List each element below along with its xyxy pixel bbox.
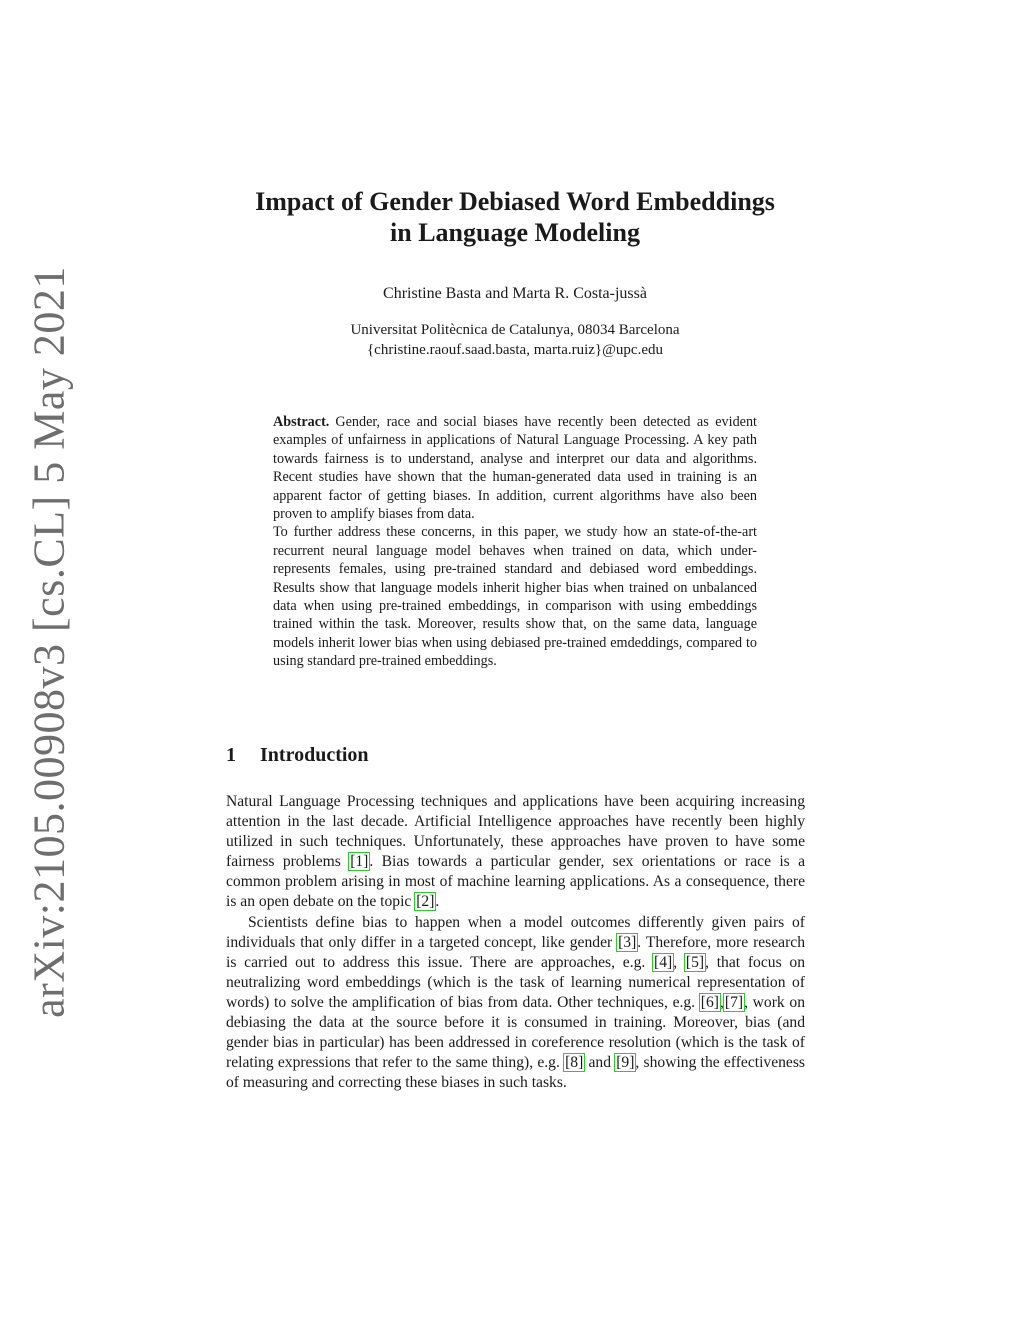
authors: Christine Basta and Marta R. Costa-jussà [383,285,647,302]
text-run: , [719,993,724,1011]
author-emails: {christine.raouf.saad.basta, marta.ruiz}@upc.edu [366,342,663,358]
title-line-2: in Language Modeling [390,218,640,247]
citation-link-3[interactable]: [3] [618,933,637,951]
citation-link-7[interactable]: [7] [724,993,744,1011]
text-run: Scientists define bias to happen when a model outcomes differently given pairs of individuals that only differ in a targeted concept, like gender [226,913,805,951]
citation-link-8[interactable]: [8] [565,1054,584,1072]
text-run: . [435,893,440,911]
text-run: , that focus on neutralizing word embeddings (which is the task of learning numerical representation of words) to solve the amplification of bias from data. Other techniques, e.g. [226,953,805,1011]
abstract-paragraph-1 [273,413,757,523]
text-run: , [673,953,685,971]
affiliation: Universitat Politècnica de Catalunya, 08034 Barcelona [350,322,680,338]
intro-paragraph-1 [226,792,805,913]
arxiv-identifier: arXiv:2105.00908v3 [cs.CL] 5 May 2021 [24,266,74,1018]
abstract-paragraph-2: To further address these concerns, in this paper, we study how an state-of-the-art recurrent neural language model behaves when trained on data, which under-represents females, using pre-trained standard and debiased word embeddings. Results show that language models inherit higher bias when trained on unbalanced data when using pre-trained embeddings, in comparison with using embeddings trained within the task. Moreover, results show that, on the same data, language models inherit lower bias when using debiased pre-trained emdeddings, compared to using standard pre-trained embeddings. [273,524,757,670]
abstract [273,413,757,671]
text-run: , showing the effectiveness of measuring and correcting these biases in such tasks. [226,1054,805,1092]
abstract-label: Abstract. [273,414,330,430]
title-line-1: Impact of Gender Debiased Word Embeddings [255,187,775,216]
introduction-body [226,792,805,1093]
paper-title [200,186,830,248]
section-number: 1 [226,744,236,766]
affiliation-block [200,320,830,360]
section-heading-introduction [226,744,369,767]
citation-link-6[interactable]: [6] [700,993,719,1011]
text-run: Natural Language Processing techniques and applications have been acquiring increasing attention in the last decade. Artificial Intelligence approaches have recently been highly utilized in such techniques. Unfortunately, these approaches have proven to have some fairness problems [226,793,805,871]
citation-link-1[interactable]: [1] [350,853,369,871]
citation-link-2[interactable]: [2] [416,893,435,911]
citation-link-4[interactable]: [4] [654,953,673,971]
text-run: . Bias towards a particular gender, sex orientations or race is a common problem arising in most of machine learning applications. As a consequence, there is an open debate on the topic [226,853,805,911]
text-run: and [584,1054,616,1072]
citation-link-5[interactable]: [5] [685,953,705,971]
arxiv-side-stamp [8,0,88,1325]
text-run: . Therefore, more research is carried out to address this issue. There are approaches, e.g. [226,933,805,971]
citation-link-9[interactable]: [9] [616,1054,635,1072]
intro-paragraph-2 [226,913,805,1094]
text-run: , work on debiasing the data at the source before it is consumed in training. Moreover, bias (and gender bias in particular) has been addressed in coreference resolution (which is the task of relating expressions that refer to the same thing), e.g. [226,993,805,1072]
abstract-text-1: Gender, race and social biases have recently been detected as evident examples of unfairness in applications of Natural Language Processing. A key path towards fairness is to understand, analyse and interpret our data and algorithms. Recent studies have shown that the human-generated data used in training is an apparent factor of getting biases. In addition, current algorithms have also been proven to amplify biases from data. [273,414,757,523]
section-title: Introduction [260,744,369,766]
